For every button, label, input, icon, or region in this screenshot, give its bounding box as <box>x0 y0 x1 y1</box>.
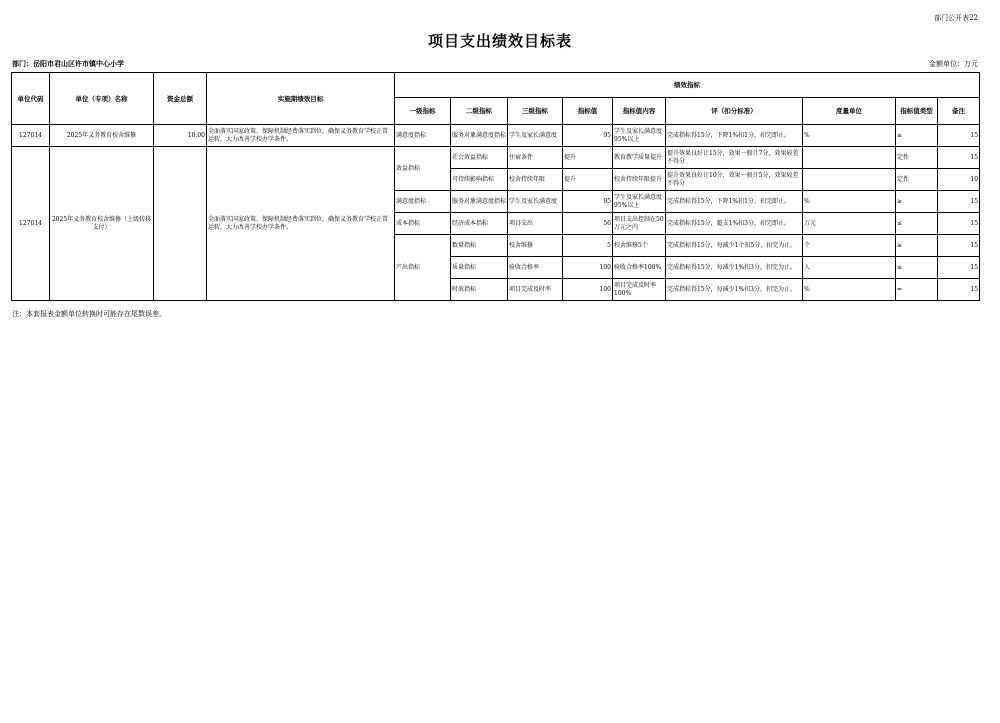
value-type-cell: ≤ <box>896 213 938 235</box>
unit-code-cell: 127014 <box>12 125 50 147</box>
level1-cell: 满意度指标 <box>395 125 451 147</box>
level2-cell: 时效指标 <box>451 279 508 301</box>
page-code: 部门公开表22 <box>934 14 978 22</box>
col-level2: 二级指标 <box>451 98 508 125</box>
level1-cell: 产出指标 <box>395 235 451 301</box>
measure-unit-cell: 个 <box>803 235 896 257</box>
scoring-cell: 完成指标得15分，每减少1%扣3分，扣完为止。 <box>666 257 803 279</box>
measure-unit-cell: % <box>803 191 896 213</box>
value-type-cell: ≥ <box>896 191 938 213</box>
level2-cell: 可持续影响指标 <box>451 169 508 191</box>
measure-unit-cell: 人 <box>803 257 896 279</box>
remark-cell: 15 <box>938 147 980 169</box>
goal-cell: 全面落实国家政策，保障机制经费落实到位，确保义务教育学校正常运转，大力改善学校办学条件。 <box>207 125 395 147</box>
goal-cell: 全面落实国家政策，保障机制经费落实到位，确保义务教育学校正常运转，大力改善学校办学条件。 <box>207 147 395 301</box>
level3-cell: 校舍持续年限 <box>508 169 563 191</box>
level3-cell: 住宿条件 <box>508 147 563 169</box>
footnote: 注：本套报表金额单位转换时可能存在尾数误差。 <box>12 310 166 318</box>
level1-cell: 效益指标 <box>395 147 451 191</box>
level3-cell: 学生及家长满意度 <box>508 191 563 213</box>
table-row <box>12 147 980 169</box>
value-cell: 100 <box>563 279 613 301</box>
value-content-cell: 验收合格率100% <box>613 257 666 279</box>
page-title: 项目支出绩效目标表 <box>427 32 572 50</box>
value-content-cell: 校舍持续年限提升 <box>613 169 666 191</box>
value-type-cell: = <box>896 279 938 301</box>
value-cell: 5 <box>563 235 613 257</box>
scoring-cell: 提升效果良好计15分，效果一般计7分，效果较差不得分 <box>666 147 803 169</box>
remark-cell: 15 <box>938 235 980 257</box>
performance-table <box>11 72 980 301</box>
col-goal: 实施期绩效目标 <box>207 73 395 125</box>
value-type-cell: 定性 <box>896 147 938 169</box>
col-level1: 一级指标 <box>395 98 451 125</box>
level2-cell: 数量指标 <box>451 235 508 257</box>
level1-cell: 满意度指标 <box>395 191 451 213</box>
level3-cell: 校舍维修 <box>508 235 563 257</box>
measure-unit-cell: % <box>803 125 896 147</box>
measure-unit-cell: 万元 <box>803 213 896 235</box>
scoring-cell: 提升效果良好计10分，效果一般计5分，效果较差不得分 <box>666 169 803 191</box>
value-content-cell: 项目完成及时率100% <box>613 279 666 301</box>
col-unit-code: 单位代码 <box>12 73 50 125</box>
scoring-cell: 完成指标得15分，超支1%扣3分，扣完即止。 <box>666 213 803 235</box>
value-content-cell: 校舍维修5个 <box>613 235 666 257</box>
col-remark: 备注 <box>938 98 980 125</box>
value-cell: 提升 <box>563 169 613 191</box>
value-type-cell: ≥ <box>896 235 938 257</box>
value-content-cell: 教育教学质量提升 <box>613 147 666 169</box>
value-type-cell: 定性 <box>896 169 938 191</box>
col-scoring: 评（扣分标准） <box>666 98 803 125</box>
level2-cell: 质量指标 <box>451 257 508 279</box>
level3-cell: 项目支出 <box>508 213 563 235</box>
col-perf-group: 绩效指标 <box>395 73 980 98</box>
remark-cell: 15 <box>938 279 980 301</box>
department-label: 部门：岳阳市君山区许市镇中心小学 <box>12 59 124 68</box>
unit-name-cell: 2025年义务教育校舍维修 <box>50 125 154 147</box>
col-value-content: 指标值内容 <box>613 98 666 125</box>
table-row <box>12 125 980 147</box>
value-content-cell: 学生及家长满意度95%以上 <box>613 191 666 213</box>
remark-cell: 10 <box>938 169 980 191</box>
remark-cell: 15 <box>938 213 980 235</box>
value-cell: 95 <box>563 125 613 147</box>
value-cell: 56 <box>563 213 613 235</box>
funds-cell <box>154 147 207 301</box>
value-content-cell: 学生及家长满意度95%以上 <box>613 125 666 147</box>
value-type-cell: ≤ <box>896 257 938 279</box>
unit-code-cell: 127014 <box>12 147 50 301</box>
level3-cell: 学生及家长满意度 <box>508 125 563 147</box>
funds-cell: 10.00 <box>154 125 207 147</box>
header-row-top <box>12 73 980 98</box>
col-value: 指标值 <box>563 98 613 125</box>
remark-cell: 15 <box>938 125 980 147</box>
col-value-type: 指标值类型 <box>896 98 938 125</box>
value-cell: 100 <box>563 257 613 279</box>
level2-cell: 社会效益指标 <box>451 147 508 169</box>
scoring-cell: 完成指标得15分，每减少1%扣3分，扣完为止。 <box>666 279 803 301</box>
col-unit-name: 单位（专项）名称 <box>50 73 154 125</box>
col-level3: 三级指标 <box>508 98 563 125</box>
amount-unit-label: 金额单位：万元 <box>929 60 978 68</box>
col-total-funds: 资金总额 <box>154 73 207 125</box>
level3-cell: 项目完成及时率 <box>508 279 563 301</box>
value-content-cell: 项目支出控制在50万元之内 <box>613 213 666 235</box>
level2-cell: 服务对象满意度指标 <box>451 191 508 213</box>
remark-cell: 15 <box>938 191 980 213</box>
level1-cell: 成本指标 <box>395 213 451 235</box>
scoring-cell: 完成指标得15分，下降1%扣1分，扣完即止。 <box>666 191 803 213</box>
value-cell: 提升 <box>563 147 613 169</box>
measure-unit-cell <box>803 147 896 169</box>
value-type-cell: ≥ <box>896 125 938 147</box>
level2-cell: 服务对象满意度指标 <box>451 125 508 147</box>
scoring-cell: 完成指标得15分，下降1%扣1分，扣完即止。 <box>666 125 803 147</box>
scoring-cell: 完成指标得15分，每减少1个扣5分，扣完为止。 <box>666 235 803 257</box>
measure-unit-cell <box>803 169 896 191</box>
value-cell: 95 <box>563 191 613 213</box>
level3-cell: 验收合格率 <box>508 257 563 279</box>
col-measure-unit: 度量单位 <box>803 98 896 125</box>
level2-cell: 经济成本指标 <box>451 213 508 235</box>
remark-cell: 15 <box>938 257 980 279</box>
measure-unit-cell: % <box>803 279 896 301</box>
unit-name-cell: 2025年义务教育校舍维修（上级转移支付） <box>50 147 154 301</box>
